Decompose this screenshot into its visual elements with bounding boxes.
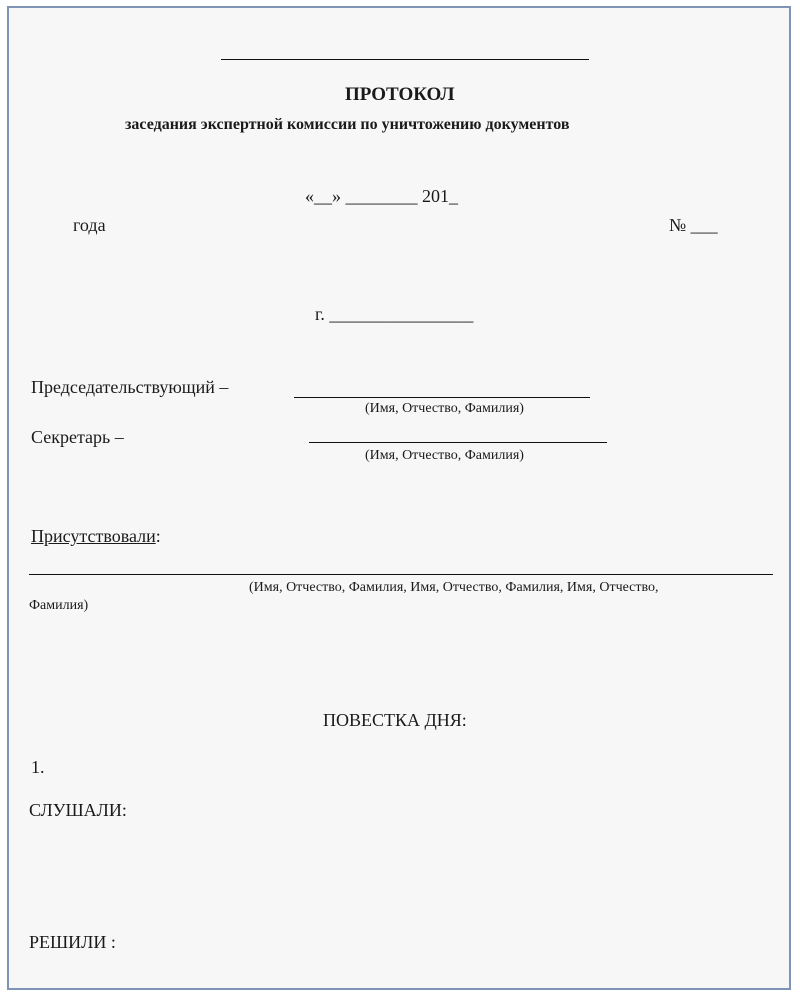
agenda-item-1: 1.: [31, 757, 45, 777]
present-label: Присутствовали: [31, 526, 156, 546]
present-names-line: [29, 574, 773, 575]
chair-name-line: [294, 397, 590, 398]
present-colon: :: [155, 526, 161, 546]
city-field: г. ________________: [315, 304, 474, 324]
secretary-name-line: [309, 442, 607, 443]
year-word: года: [73, 215, 106, 235]
secretary-hint: (Имя, Отчество, Фамилия): [365, 448, 524, 463]
agenda-title: ПОВЕСТКА ДНЯ:: [323, 710, 467, 730]
protocol-number: № ___: [669, 215, 718, 235]
date-line: «__» ________ 201_: [305, 186, 458, 206]
chair-label: Председательствующий –: [31, 377, 229, 397]
secretary-label: Секретарь –: [31, 427, 124, 447]
present-heading: [31, 526, 161, 547]
document-page: [7, 6, 791, 990]
document-subtitle: заседания экспертной комиссии по уничтожению документов: [125, 116, 570, 133]
present-hint-2: Фамилия): [29, 598, 89, 613]
chair-hint: (Имя, Отчество, Фамилия): [365, 401, 524, 416]
header-blank-line: [221, 59, 589, 60]
heard-label: СЛУШАЛИ:: [29, 800, 127, 820]
decided-label: РЕШИЛИ :: [29, 932, 116, 952]
document-title: ПРОТОКОЛ: [345, 84, 455, 105]
present-hint-1: (Имя, Отчество, Фамилия, Имя, Отчество, Фамилия, Имя, Отчество,: [249, 580, 659, 595]
